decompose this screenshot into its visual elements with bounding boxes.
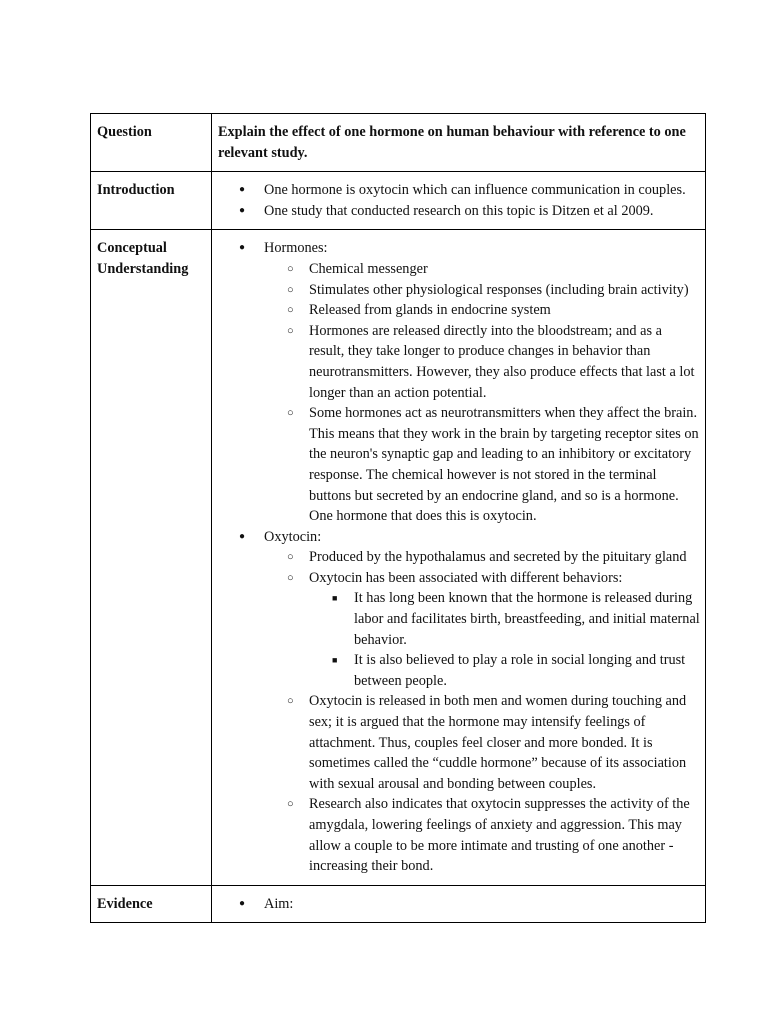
hormones-list [218, 259, 700, 527]
list-item: ● Aim: [218, 894, 700, 915]
conceptual-content [212, 230, 706, 885]
evidence-row [91, 885, 706, 923]
list-item: ○ Produced by the hypothalamus and secreted by the pituitary gland [264, 547, 700, 568]
list-item: ○ Released from glands in endocrine system [264, 300, 700, 321]
behaviors-list [264, 588, 700, 691]
list-item: ● One study that conducted research on this topic is Ditzen et al 2009. [218, 201, 700, 222]
introduction-label: Introduction [91, 172, 212, 230]
question-row [91, 114, 706, 172]
list-item-hormones [218, 238, 700, 526]
evidence-list [218, 894, 700, 915]
essay-plan-table [90, 113, 706, 923]
list-item: ■ It has long been known that the hormone is released during labor and facilitates birth, breastfeeding, and initial maternal behavior. [309, 588, 700, 650]
list-item: ■ It is also believed to play a role in social longing and trust between people. [309, 650, 700, 691]
list-item: ○ Some hormones act as neurotransmitters when they affect the brain. This means that they work in the brain by targeting receptor sites on the neuron's synaptic gap and leading to an inhibitory or excitatory response. The chemical however is not stored in the terminal buttons but secreted by an endocrine gland, and so is a hormone. One hormone that does this is oxytocin. [264, 403, 700, 527]
hormones-heading: Hormones: [264, 240, 328, 257]
introduction-content [212, 172, 706, 230]
list-item: ○ Hormones are released directly into the bloodstream; and as a result, they take longer to produce changes in behavior than neurotransmitters. However, they also produce effects that last a lot longer than an action potential. [264, 321, 700, 403]
evidence-content [212, 885, 706, 923]
introduction-row [91, 172, 706, 230]
list-item-behaviors [264, 568, 700, 692]
list-item: ○ Oxytocin is released in both men and women during touching and sex; it is argued that the hormone may intensify feelings of attachment. Thus, couples feel closer and more bonded. It is sometimes called the “cuddle hormone” because of its association with sexual arousal and bonding between couples. [264, 691, 700, 794]
list-item-oxytocin [218, 527, 700, 877]
introduction-list [218, 180, 700, 221]
oxytocin-list [218, 547, 700, 877]
evidence-label: Evidence [91, 885, 212, 923]
list-item: ○ Stimulates other physiological responses (including brain activity) [264, 280, 700, 301]
behaviors-text: Oxytocin has been associated with different behaviors: [309, 569, 623, 586]
conceptual-row [91, 230, 706, 885]
list-item: ○ Research also indicates that oxytocin suppresses the activity of the amygdala, lowering feelings of anxiety and aggression. This may allow a couple to be more intimate and trusting of one another - increasing their bond. [264, 794, 700, 876]
conceptual-list [218, 238, 700, 876]
oxytocin-heading: Oxytocin: [264, 528, 322, 545]
list-item: ● One hormone is oxytocin which can influence communication in couples. [218, 180, 700, 201]
conceptual-label: Conceptual Understanding [91, 230, 212, 885]
question-text: Explain the effect of one hormone on human behaviour with reference to one relevant study. [212, 114, 706, 172]
question-label: Question [91, 114, 212, 172]
list-item: ○ Chemical messenger [264, 259, 700, 280]
